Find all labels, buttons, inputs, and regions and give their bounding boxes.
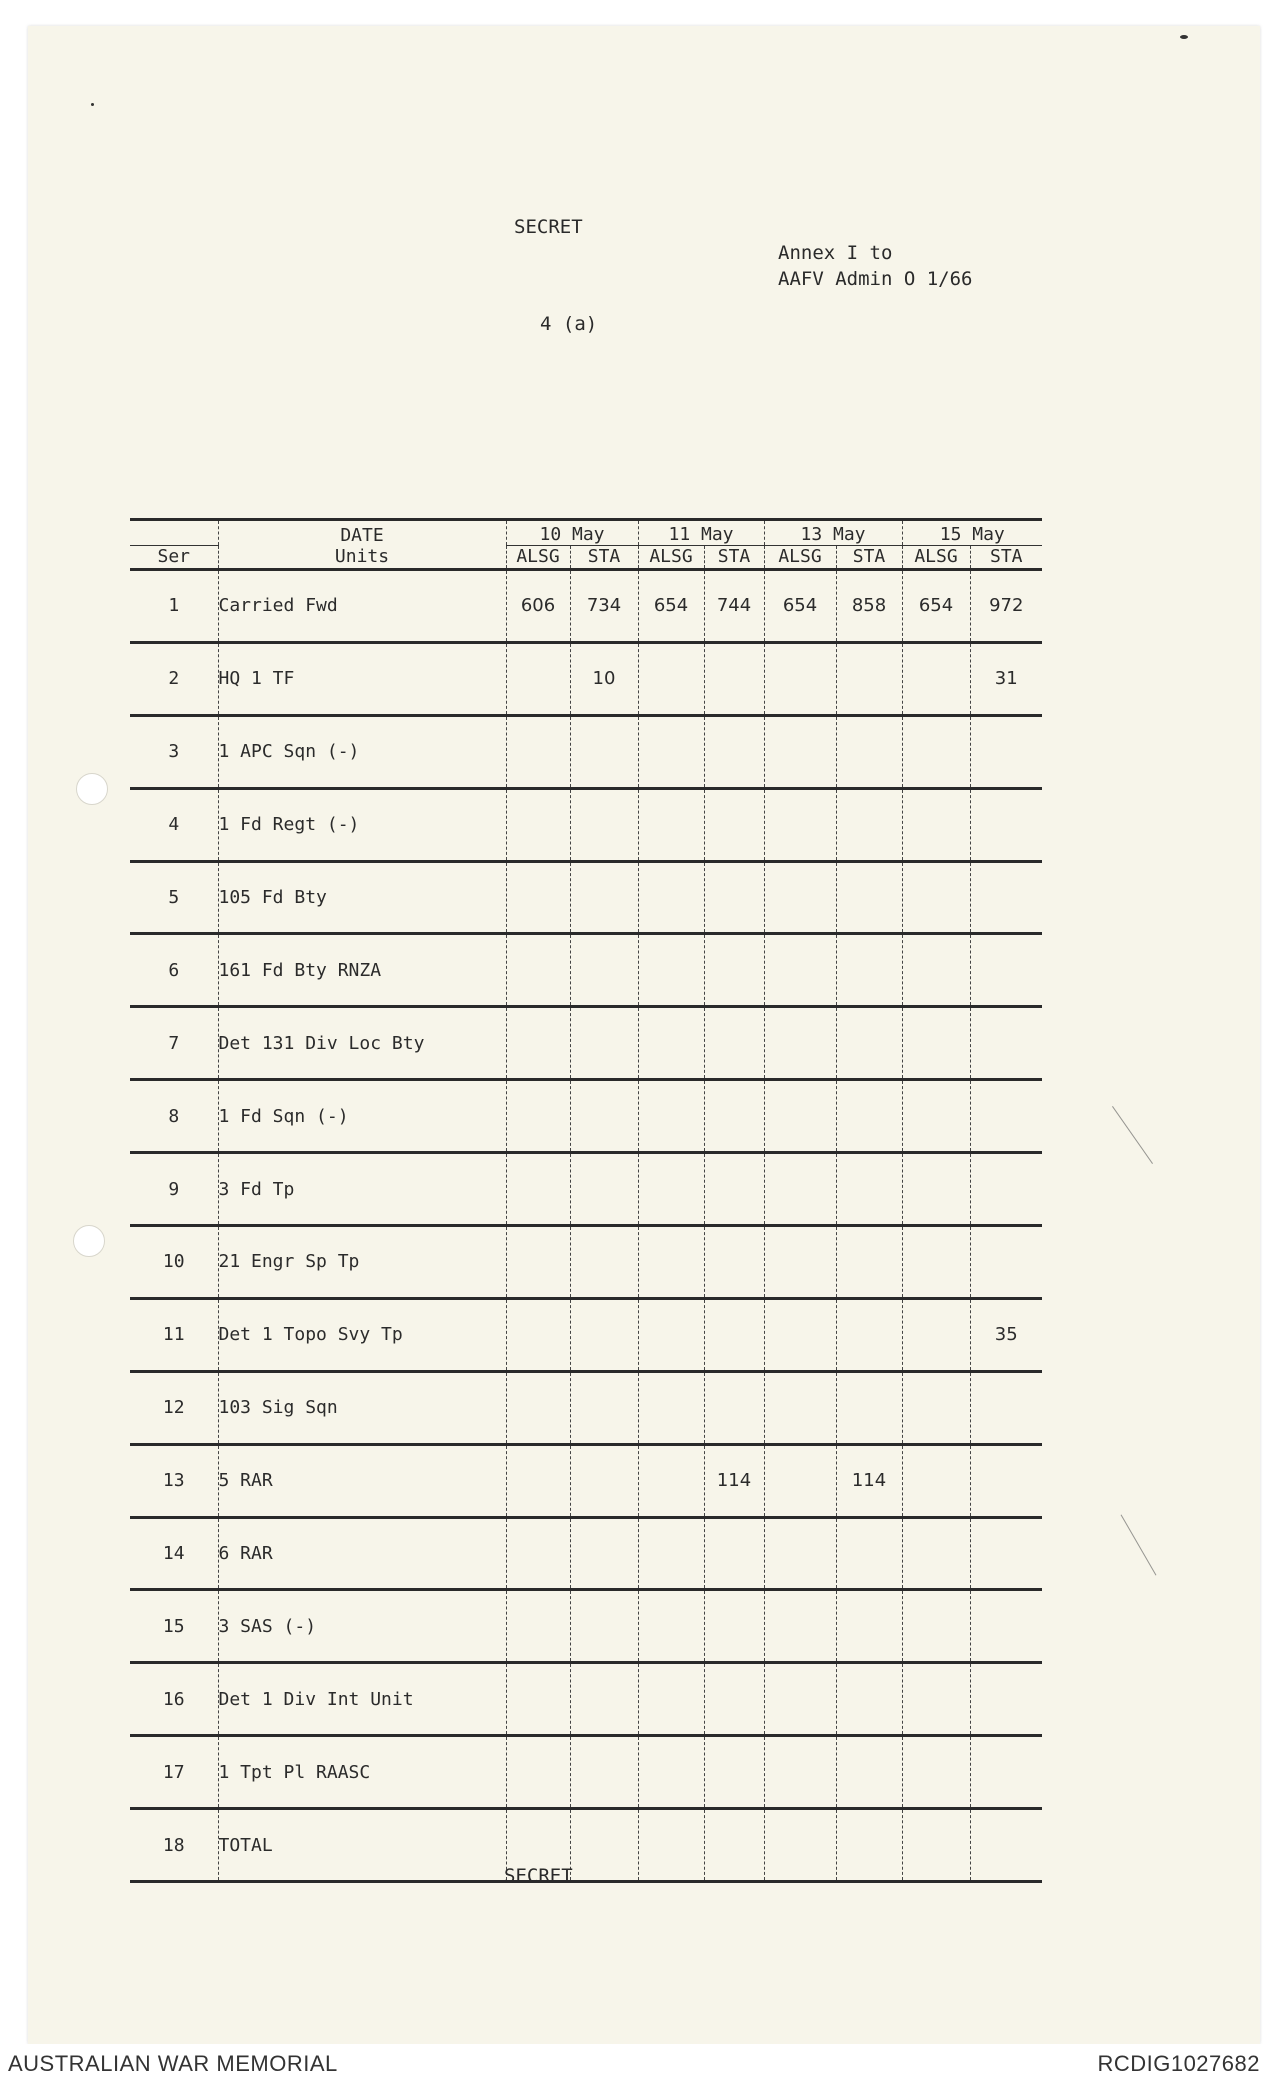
row-value-cell — [570, 1663, 638, 1736]
row-unit: Det 1 Topo Svy Tp — [218, 1298, 506, 1371]
row-value-cell — [570, 1809, 638, 1882]
subcol-header: ALSG — [764, 546, 836, 570]
row-value-cell — [970, 1153, 1042, 1226]
row-value-cell — [570, 934, 638, 1007]
row-unit: TOTAL — [218, 1809, 506, 1882]
table-row — [130, 715, 1042, 788]
row-value-cell — [970, 1736, 1042, 1809]
row-value-cell — [902, 1517, 970, 1590]
row-serial: 8 — [130, 1080, 218, 1153]
row-value-cell — [506, 1298, 570, 1371]
annex-line-1: Annex I to — [778, 242, 893, 264]
row-value-cell — [570, 1153, 638, 1226]
punch-hole — [76, 773, 108, 805]
row-value-cell: 972 — [970, 570, 1042, 643]
row-value-cell — [902, 1226, 970, 1299]
row-unit: 161 Fd Bty RNZA — [218, 934, 506, 1007]
row-value-cell — [704, 788, 764, 861]
row-value-cell — [704, 861, 764, 934]
row-unit: 105 Fd Bty — [218, 861, 506, 934]
classification-top: SECRET — [514, 216, 583, 238]
row-value-cell — [704, 1517, 764, 1590]
table-row — [130, 934, 1042, 1007]
subcol-header: ALSG — [506, 546, 570, 570]
row-value-cell: 10 — [570, 642, 638, 715]
row-value-cell — [970, 1007, 1042, 1080]
row-unit: 21 Engr Sp Tp — [218, 1226, 506, 1299]
header-row-dates — [130, 520, 1042, 546]
row-value-cell — [638, 1444, 704, 1517]
row-value-cell — [506, 1517, 570, 1590]
row-value-cell — [970, 1444, 1042, 1517]
row-value-cell — [638, 1226, 704, 1299]
row-value-cell — [570, 1517, 638, 1590]
row-value-cell — [836, 861, 902, 934]
row-value-cell — [970, 1663, 1042, 1736]
row-value-cell — [570, 1226, 638, 1299]
row-unit: 103 Sig Sqn — [218, 1371, 506, 1444]
date-header-11-may: 11 May — [638, 520, 764, 546]
row-unit: 5 RAR — [218, 1444, 506, 1517]
row-value-cell — [704, 934, 764, 1007]
row-value-cell — [970, 788, 1042, 861]
row-value-cell — [970, 861, 1042, 934]
subcol-header: STA — [836, 546, 902, 570]
row-value-cell — [764, 1590, 836, 1663]
row-value-cell — [902, 642, 970, 715]
row-serial: 2 — [130, 642, 218, 715]
row-value-cell — [902, 1007, 970, 1080]
row-value-cell — [764, 1007, 836, 1080]
row-value-cell — [570, 1444, 638, 1517]
row-value-cell — [764, 1371, 836, 1444]
row-value-cell — [836, 1663, 902, 1736]
row-value-cell — [704, 1736, 764, 1809]
row-value-cell — [506, 1663, 570, 1736]
row-value-cell — [836, 788, 902, 861]
row-value-cell — [836, 642, 902, 715]
table-body — [130, 570, 1042, 1882]
table-row — [130, 1371, 1042, 1444]
row-value-cell — [764, 1226, 836, 1299]
row-value-cell — [764, 642, 836, 715]
row-value-cell: 858 — [836, 570, 902, 643]
row-value-cell — [704, 642, 764, 715]
row-value-cell — [570, 1080, 638, 1153]
row-value-cell — [836, 1153, 902, 1226]
row-unit: 1 APC Sqn (-) — [218, 715, 506, 788]
row-unit: 3 Fd Tp — [218, 1153, 506, 1226]
row-value-cell: 744 — [704, 570, 764, 643]
row-value-cell — [836, 934, 902, 1007]
row-value-cell — [638, 715, 704, 788]
ser-header-blank — [130, 520, 218, 546]
row-value-cell — [764, 1080, 836, 1153]
row-value-cell — [970, 934, 1042, 1007]
row-serial: 6 — [130, 934, 218, 1007]
row-value-cell — [638, 1080, 704, 1153]
subcol-header: STA — [970, 546, 1042, 570]
row-value-cell — [638, 1007, 704, 1080]
row-value-cell: 35 — [970, 1298, 1042, 1371]
row-value-cell — [570, 1736, 638, 1809]
table-row — [130, 1663, 1042, 1736]
row-value-cell — [764, 1153, 836, 1226]
row-value-cell — [638, 1736, 704, 1809]
row-unit: Det 1 Div Int Unit — [218, 1663, 506, 1736]
ser-header: Ser — [130, 546, 218, 570]
row-value-cell — [902, 1663, 970, 1736]
table-row — [130, 1517, 1042, 1590]
table-row — [130, 1226, 1042, 1299]
row-value-cell — [836, 1736, 902, 1809]
table-row — [130, 642, 1042, 715]
row-serial: 12 — [130, 1371, 218, 1444]
units-header: Units — [218, 546, 506, 570]
row-value-cell: 114 — [836, 1444, 902, 1517]
subcol-header: STA — [570, 546, 638, 570]
table-row — [130, 1007, 1042, 1080]
table-row — [130, 1590, 1042, 1663]
row-value-cell — [836, 1590, 902, 1663]
row-value-cell — [570, 1590, 638, 1663]
row-value-cell — [506, 934, 570, 1007]
subcol-header: STA — [704, 546, 764, 570]
annex-reference — [778, 240, 972, 292]
row-value-cell — [704, 1298, 764, 1371]
row-value-cell — [704, 1226, 764, 1299]
row-value-cell — [764, 1298, 836, 1371]
table-row — [130, 1080, 1042, 1153]
archive-name: AUSTRALIAN WAR MEMORIAL — [8, 2051, 338, 2076]
row-unit: Carried Fwd — [218, 570, 506, 643]
row-unit: 1 Tpt Pl RAASC — [218, 1736, 506, 1809]
row-value-cell — [570, 788, 638, 861]
row-value-cell — [704, 1153, 764, 1226]
table-row — [130, 788, 1042, 861]
row-value-cell — [638, 1517, 704, 1590]
row-value-cell — [570, 1371, 638, 1444]
subcol-header: ALSG — [638, 546, 704, 570]
row-value-cell — [970, 715, 1042, 788]
date-header-13-may: 13 May — [764, 520, 902, 546]
row-value-cell — [970, 1809, 1042, 1882]
row-value-cell — [506, 642, 570, 715]
archive-reference: RCDIG1027682 — [1097, 2051, 1260, 2076]
table-row — [130, 1809, 1042, 1882]
row-value-cell — [902, 788, 970, 861]
row-value-cell — [902, 715, 970, 788]
row-value-cell — [970, 1226, 1042, 1299]
row-value-cell — [506, 1444, 570, 1517]
subcol-header: ALSG — [902, 546, 970, 570]
row-unit: 3 SAS (-) — [218, 1590, 506, 1663]
row-serial: 15 — [130, 1590, 218, 1663]
row-value-cell — [704, 1590, 764, 1663]
date-header: DATE — [218, 520, 506, 546]
row-value-cell — [506, 1226, 570, 1299]
row-value-cell — [902, 1080, 970, 1153]
row-unit: 1 Fd Regt (-) — [218, 788, 506, 861]
row-value-cell — [764, 934, 836, 1007]
row-value-cell — [970, 1080, 1042, 1153]
row-serial: 1 — [130, 570, 218, 643]
row-value-cell — [970, 1517, 1042, 1590]
row-value-cell — [506, 1080, 570, 1153]
row-unit: 6 RAR — [218, 1517, 506, 1590]
row-value-cell — [764, 715, 836, 788]
row-value-cell — [638, 1298, 704, 1371]
row-value-cell: 114 — [704, 1444, 764, 1517]
row-value-cell — [506, 715, 570, 788]
row-value-cell — [902, 1153, 970, 1226]
table-row — [130, 1736, 1042, 1809]
row-serial: 3 — [130, 715, 218, 788]
row-serial: 18 — [130, 1809, 218, 1882]
classification-bottom: SECRET — [504, 1865, 573, 1887]
table-row — [130, 570, 1042, 643]
row-serial: 7 — [130, 1007, 218, 1080]
row-value-cell — [506, 1371, 570, 1444]
row-serial: 10 — [130, 1226, 218, 1299]
row-value-cell — [704, 1809, 764, 1882]
row-value-cell — [764, 788, 836, 861]
row-value-cell — [764, 1809, 836, 1882]
row-value-cell: 654 — [764, 570, 836, 643]
row-serial: 13 — [130, 1444, 218, 1517]
row-value-cell — [902, 1736, 970, 1809]
page-reference: 4 (a) — [540, 313, 598, 335]
row-value-cell: 31 — [970, 642, 1042, 715]
row-value-cell — [570, 715, 638, 788]
row-value-cell — [764, 861, 836, 934]
row-value-cell — [506, 1590, 570, 1663]
row-value-cell — [902, 861, 970, 934]
row-value-cell — [836, 1809, 902, 1882]
row-value-cell: 734 — [570, 570, 638, 643]
annex-line-2: AAFV Admin O 1/66 — [778, 268, 973, 290]
row-serial: 5 — [130, 861, 218, 934]
row-value-cell — [704, 1007, 764, 1080]
row-value-cell — [902, 1298, 970, 1371]
row-value-cell — [506, 788, 570, 861]
row-value-cell — [704, 1663, 764, 1736]
row-value-cell — [704, 1080, 764, 1153]
row-value-cell — [570, 861, 638, 934]
row-serial: 17 — [130, 1736, 218, 1809]
row-value-cell — [638, 1809, 704, 1882]
row-value-cell — [836, 1226, 902, 1299]
row-value-cell — [638, 1590, 704, 1663]
header-row-subcolumns — [130, 546, 1042, 570]
table-row — [130, 1444, 1042, 1517]
row-value-cell — [836, 1298, 902, 1371]
paper-speck — [1180, 35, 1188, 39]
row-value-cell — [638, 934, 704, 1007]
row-value-cell — [638, 642, 704, 715]
row-value-cell — [902, 934, 970, 1007]
row-value-cell — [764, 1736, 836, 1809]
row-value-cell — [764, 1517, 836, 1590]
row-value-cell — [836, 1371, 902, 1444]
row-value-cell — [506, 1153, 570, 1226]
row-value-cell: 654 — [902, 570, 970, 643]
row-value-cell — [506, 1736, 570, 1809]
date-header-15-may: 15 May — [902, 520, 1042, 546]
row-value-cell — [570, 1007, 638, 1080]
row-value-cell — [836, 1080, 902, 1153]
row-value-cell — [836, 1517, 902, 1590]
punch-hole — [73, 1225, 105, 1257]
row-value-cell — [638, 788, 704, 861]
row-value-cell — [902, 1371, 970, 1444]
row-value-cell — [638, 1153, 704, 1226]
row-value-cell — [638, 1663, 704, 1736]
row-value-cell — [764, 1444, 836, 1517]
row-unit: HQ 1 TF — [218, 642, 506, 715]
row-value-cell: 606 — [506, 570, 570, 643]
unit-strength-table — [130, 518, 1042, 1883]
row-serial: 11 — [130, 1298, 218, 1371]
row-unit: Det 131 Div Loc Bty — [218, 1007, 506, 1080]
table-row — [130, 861, 1042, 934]
row-serial: 4 — [130, 788, 218, 861]
row-value-cell — [902, 1809, 970, 1882]
table-row — [130, 1153, 1042, 1226]
row-value-cell — [836, 1007, 902, 1080]
paper-speck — [91, 103, 94, 106]
row-value-cell — [970, 1590, 1042, 1663]
row-value-cell — [704, 715, 764, 788]
row-serial: 9 — [130, 1153, 218, 1226]
row-value-cell — [902, 1590, 970, 1663]
row-value-cell — [764, 1663, 836, 1736]
table-row — [130, 1298, 1042, 1371]
row-value-cell — [638, 1371, 704, 1444]
row-value-cell: 654 — [638, 570, 704, 643]
row-value-cell — [836, 715, 902, 788]
row-serial: 14 — [130, 1517, 218, 1590]
date-header-10-may: 10 May — [506, 520, 638, 546]
row-value-cell — [704, 1371, 764, 1444]
row-unit: 1 Fd Sqn (-) — [218, 1080, 506, 1153]
row-value-cell — [902, 1444, 970, 1517]
row-value-cell — [970, 1371, 1042, 1444]
row-serial: 16 — [130, 1663, 218, 1736]
row-value-cell — [638, 861, 704, 934]
row-value-cell — [506, 1007, 570, 1080]
row-value-cell — [506, 861, 570, 934]
row-value-cell — [570, 1298, 638, 1371]
